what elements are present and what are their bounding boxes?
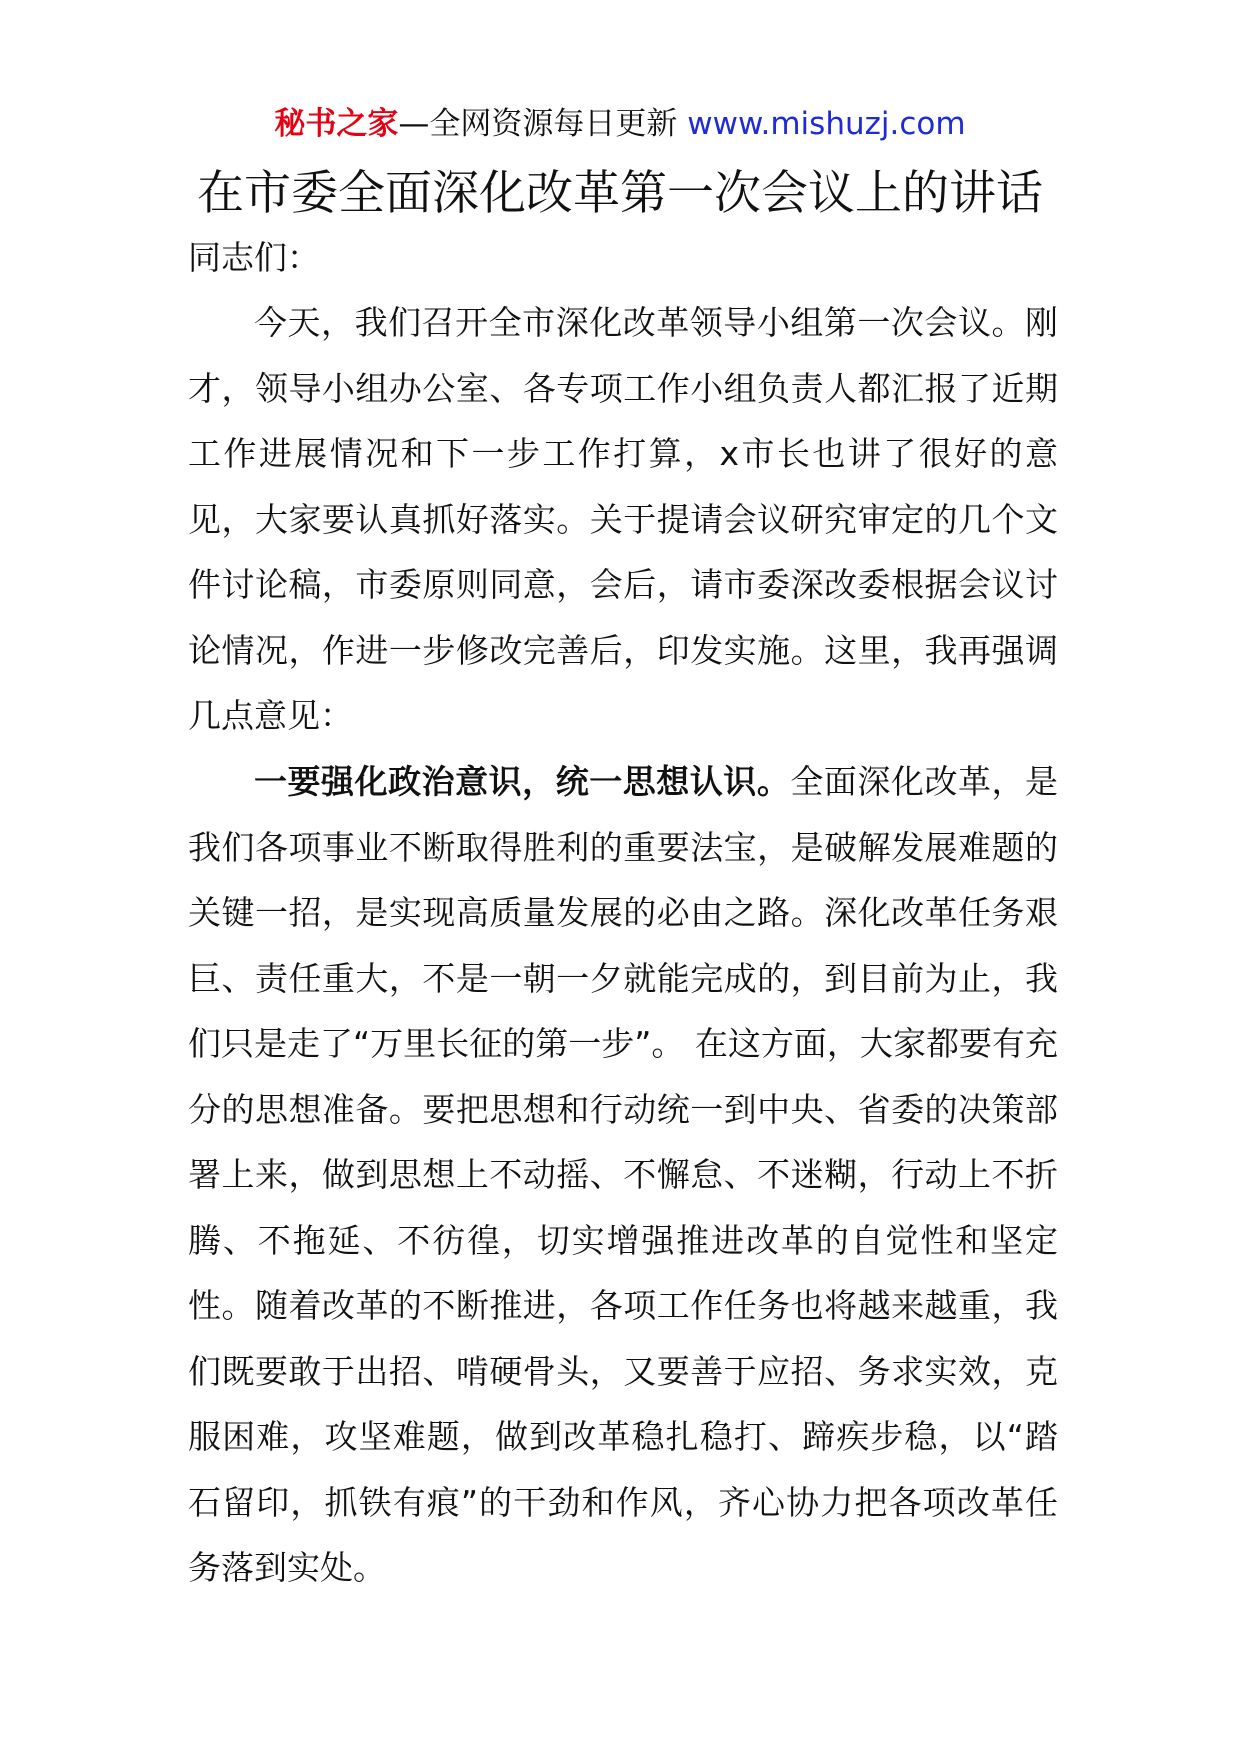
paragraph-intro: 今天，我们召开全市深化改革领导小组第一次会议。刚才，领导小组办公室、各专项工作小组负责人都汇报了近期工作进展情况和下一步工作打算，x市长也讲了很好的意见，大家要认真抓好落实。关于提请会议研究审定的几个文件讨论稿，市委原则同意，会后，请市委深改委根据会议讨论情况，作进一步修改完善后，印发实施。这里，我再强调几点意见：: [188, 303, 1058, 735]
paragraph-point-one: [188, 749, 1058, 1601]
paragraph-body: 全面深化改革，是我们各项事业不断取得胜利的重要法宝，是破解发展难题的关键一招，是实现高质量发展的必由之路。深化改革任务艰巨、责任重大，不是一朝一夕就能完成的，到目前为止，我们只是走了“万里长征的第一步”。 在这方面，大家都要有充分的思想准备。要把思想和行动统一到中央、省委的决策部署上来，做到思想上不动摇、不懈怠、不迷糊，行动上不折腾、不拖延、不彷徨，切实增强推进改革的自觉性和坚定性。随着改革的不断推进，各项工作任务也将越来越重，我们既要敢于出招、啃硬骨头，又要善于应招、务求实效，克服困难，攻坚难题，做到改革稳扎稳打、蹄疾步稳，以“踏石留印，抓铁有痕”的干劲和作风，齐心协力把各项改革任务落到实处。: [188, 762, 1059, 1587]
site-header: [0, 100, 1240, 148]
paragraph-lead: 一要强化政治意识，统一思想认识。: [254, 762, 791, 801]
document-title: 在市委全面深化改革第一次会议上的讲话: [197, 166, 1043, 221]
salutation: 同志们：: [188, 238, 320, 277]
header-tagline: —全网资源每日更新: [398, 106, 688, 142]
site-link[interactable]: www.mishuzj.com: [687, 106, 966, 142]
brand-name: 秘书之家: [274, 106, 399, 142]
